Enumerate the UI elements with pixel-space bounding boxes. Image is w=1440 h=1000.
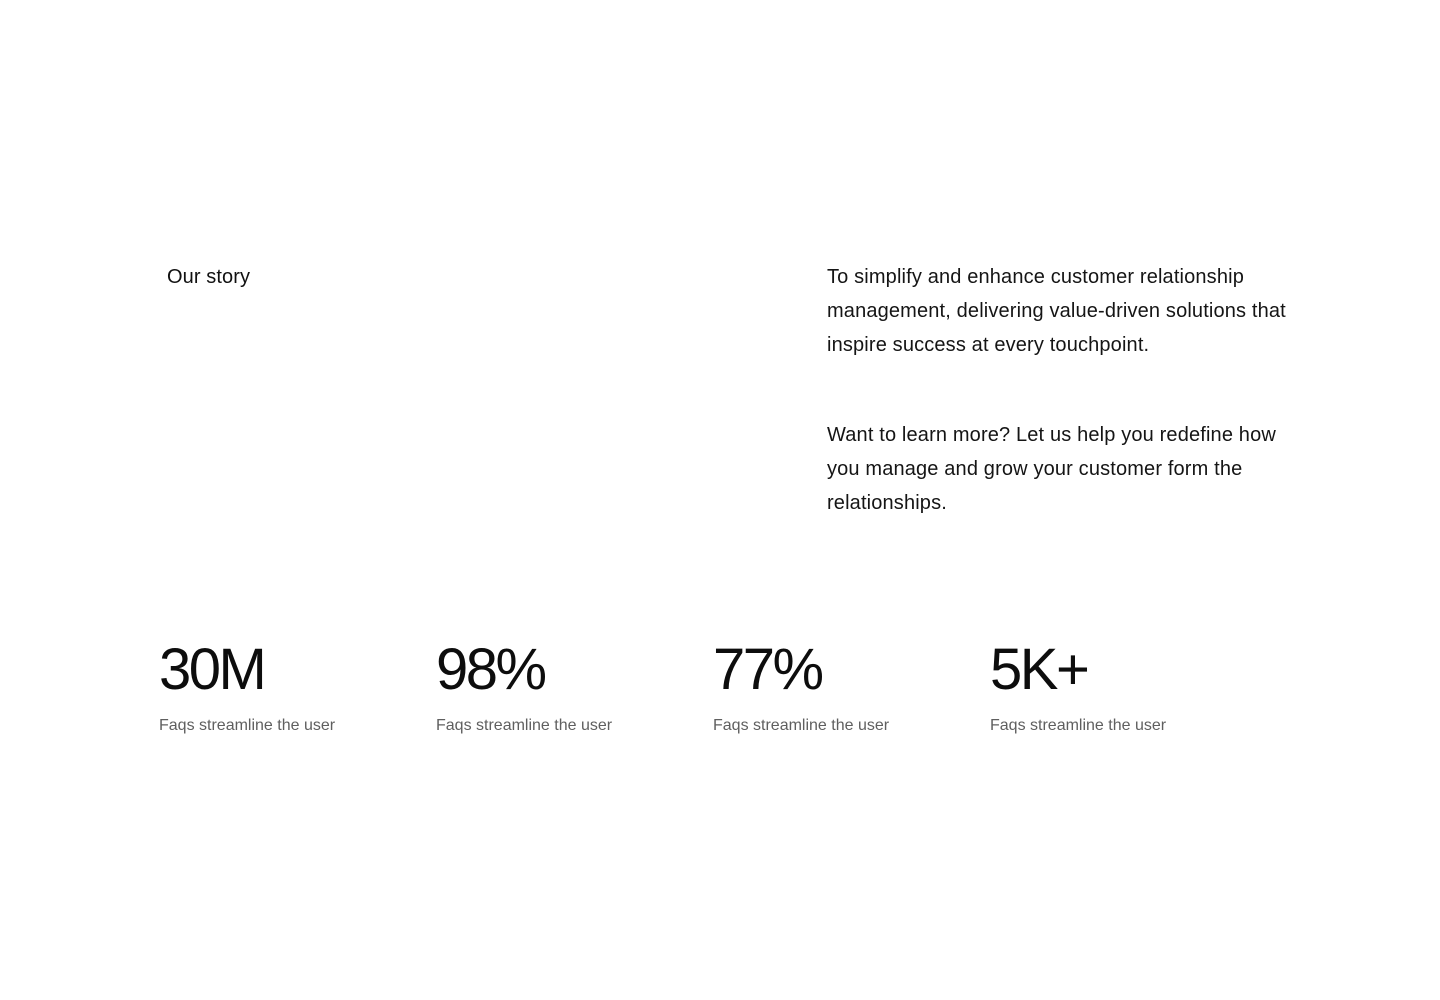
stat-value: 77% (713, 637, 822, 702)
stat-item (990, 636, 1250, 737)
stat-item (159, 636, 419, 737)
stat-value: 98% (436, 637, 545, 702)
stat-value: 30M (159, 637, 265, 702)
stat-item (436, 636, 696, 737)
stat-caption: Faqs streamline the user (990, 717, 1167, 734)
stat-caption: Faqs streamline the user (159, 717, 336, 734)
learn-more-paragraph: Want to learn more? Let us help you redefine how you manage and grow your customer form the relationships. (827, 424, 1276, 514)
stat-item (713, 636, 973, 737)
stat-caption: Faqs streamline the user (713, 717, 890, 734)
section-label: Our story (167, 266, 251, 288)
stat-value: 5K+ (990, 637, 1088, 702)
stats-row (159, 636, 1267, 746)
stat-caption: Faqs streamline the user (436, 717, 613, 734)
mission-paragraph: To simplify and enhance customer relationship management, delivering value-driven solutions that inspire success at every touchpoint. (827, 266, 1286, 356)
